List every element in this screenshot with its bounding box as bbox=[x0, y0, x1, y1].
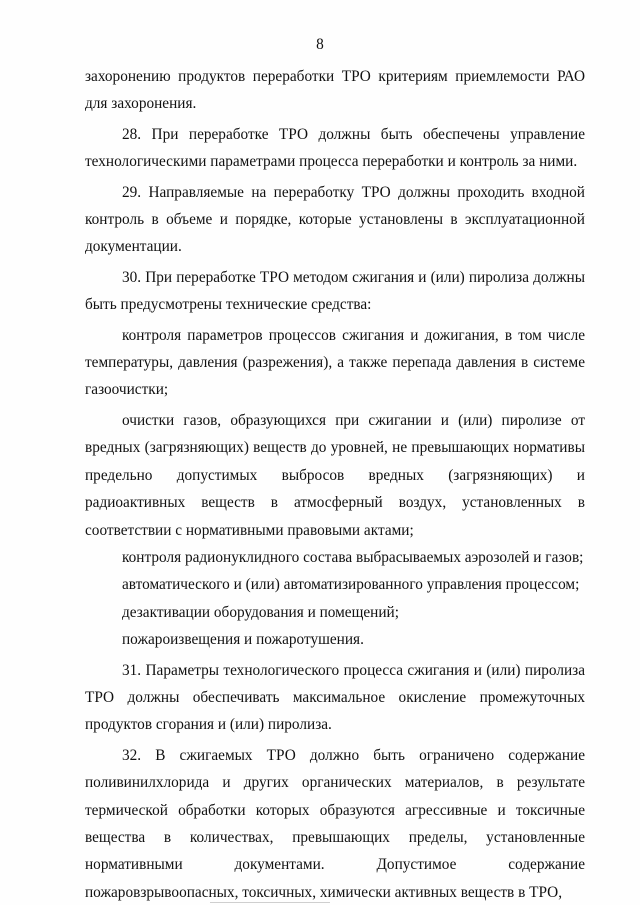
page-number: 8 bbox=[316, 36, 324, 53]
list-item-radionuclide-control: контроля радионуклидного состава выбрасываемых аэрозолей и газов; bbox=[122, 548, 584, 566]
list-item-combustion-control: контроля параметров процессов сжигания и дожигания, в том числе температуры, давления (разрежения), а также перепада давления в системе газоочистки; bbox=[85, 326, 585, 399]
list-item-gas-cleaning: очистки газов, образующихся при сжигании и (или) пиролизе от вредных (загрязняющих) веществ до уровней, не превышающих нормативы предельно допустимых выбросов вредных (загрязняющих) и радиоактивных веществ в атмосферный воздух, установленных в соответствии с нормативными правовыми актами; bbox=[85, 411, 585, 539]
scan-artifact-line bbox=[210, 902, 330, 903]
paragraph-28: 28. При переработке ТРО должны быть обеспечены управление технологическими параметрами процесса переработки и контроль за ними. bbox=[85, 125, 585, 171]
paragraph-29: 29. Направляемые на переработку ТРО должны проходить входной контроль в объеме и порядке, которые установлены в эксплуатационной документации. bbox=[85, 183, 585, 256]
list-item-fire-protection: пожароизвещения и пожаротушения. bbox=[122, 631, 364, 649]
page-body bbox=[85, 63, 585, 906]
paragraph-31: 31. Параметры технологического процесса сжигания и (или) пиролиза ТРО должны обеспечивать максимальное окисление промежуточных продуктов сгорания и (или) пиролиза. bbox=[85, 661, 585, 734]
paragraph-30: 30. При переработке ТРО методом сжигания и (или) пиролиза должны быть предусмотрены технические средства: bbox=[85, 268, 585, 314]
list-item-process-control: автоматического и (или) автоматизированного управления процессом; bbox=[122, 576, 580, 594]
paragraph-32: 32. В сжигаемых ТРО должно быть ограничено содержание поливинилхлорида и других органических материалов, в результате термической обработки которых образуются агрессивные и токсичные вещества в количествах, превышающих пределы, установленные нормативными документами. Допустимое содержание пожаровзрывоопасных, токсичных, химически активных веществ в ТРО, bbox=[85, 746, 585, 901]
list-item-decontamination: дезактивации оборудования и помещений; bbox=[122, 603, 399, 621]
paragraph-continuation: захоронению продуктов переработки ТРО критериям приемлемости РАО для захоронения. bbox=[85, 68, 585, 113]
